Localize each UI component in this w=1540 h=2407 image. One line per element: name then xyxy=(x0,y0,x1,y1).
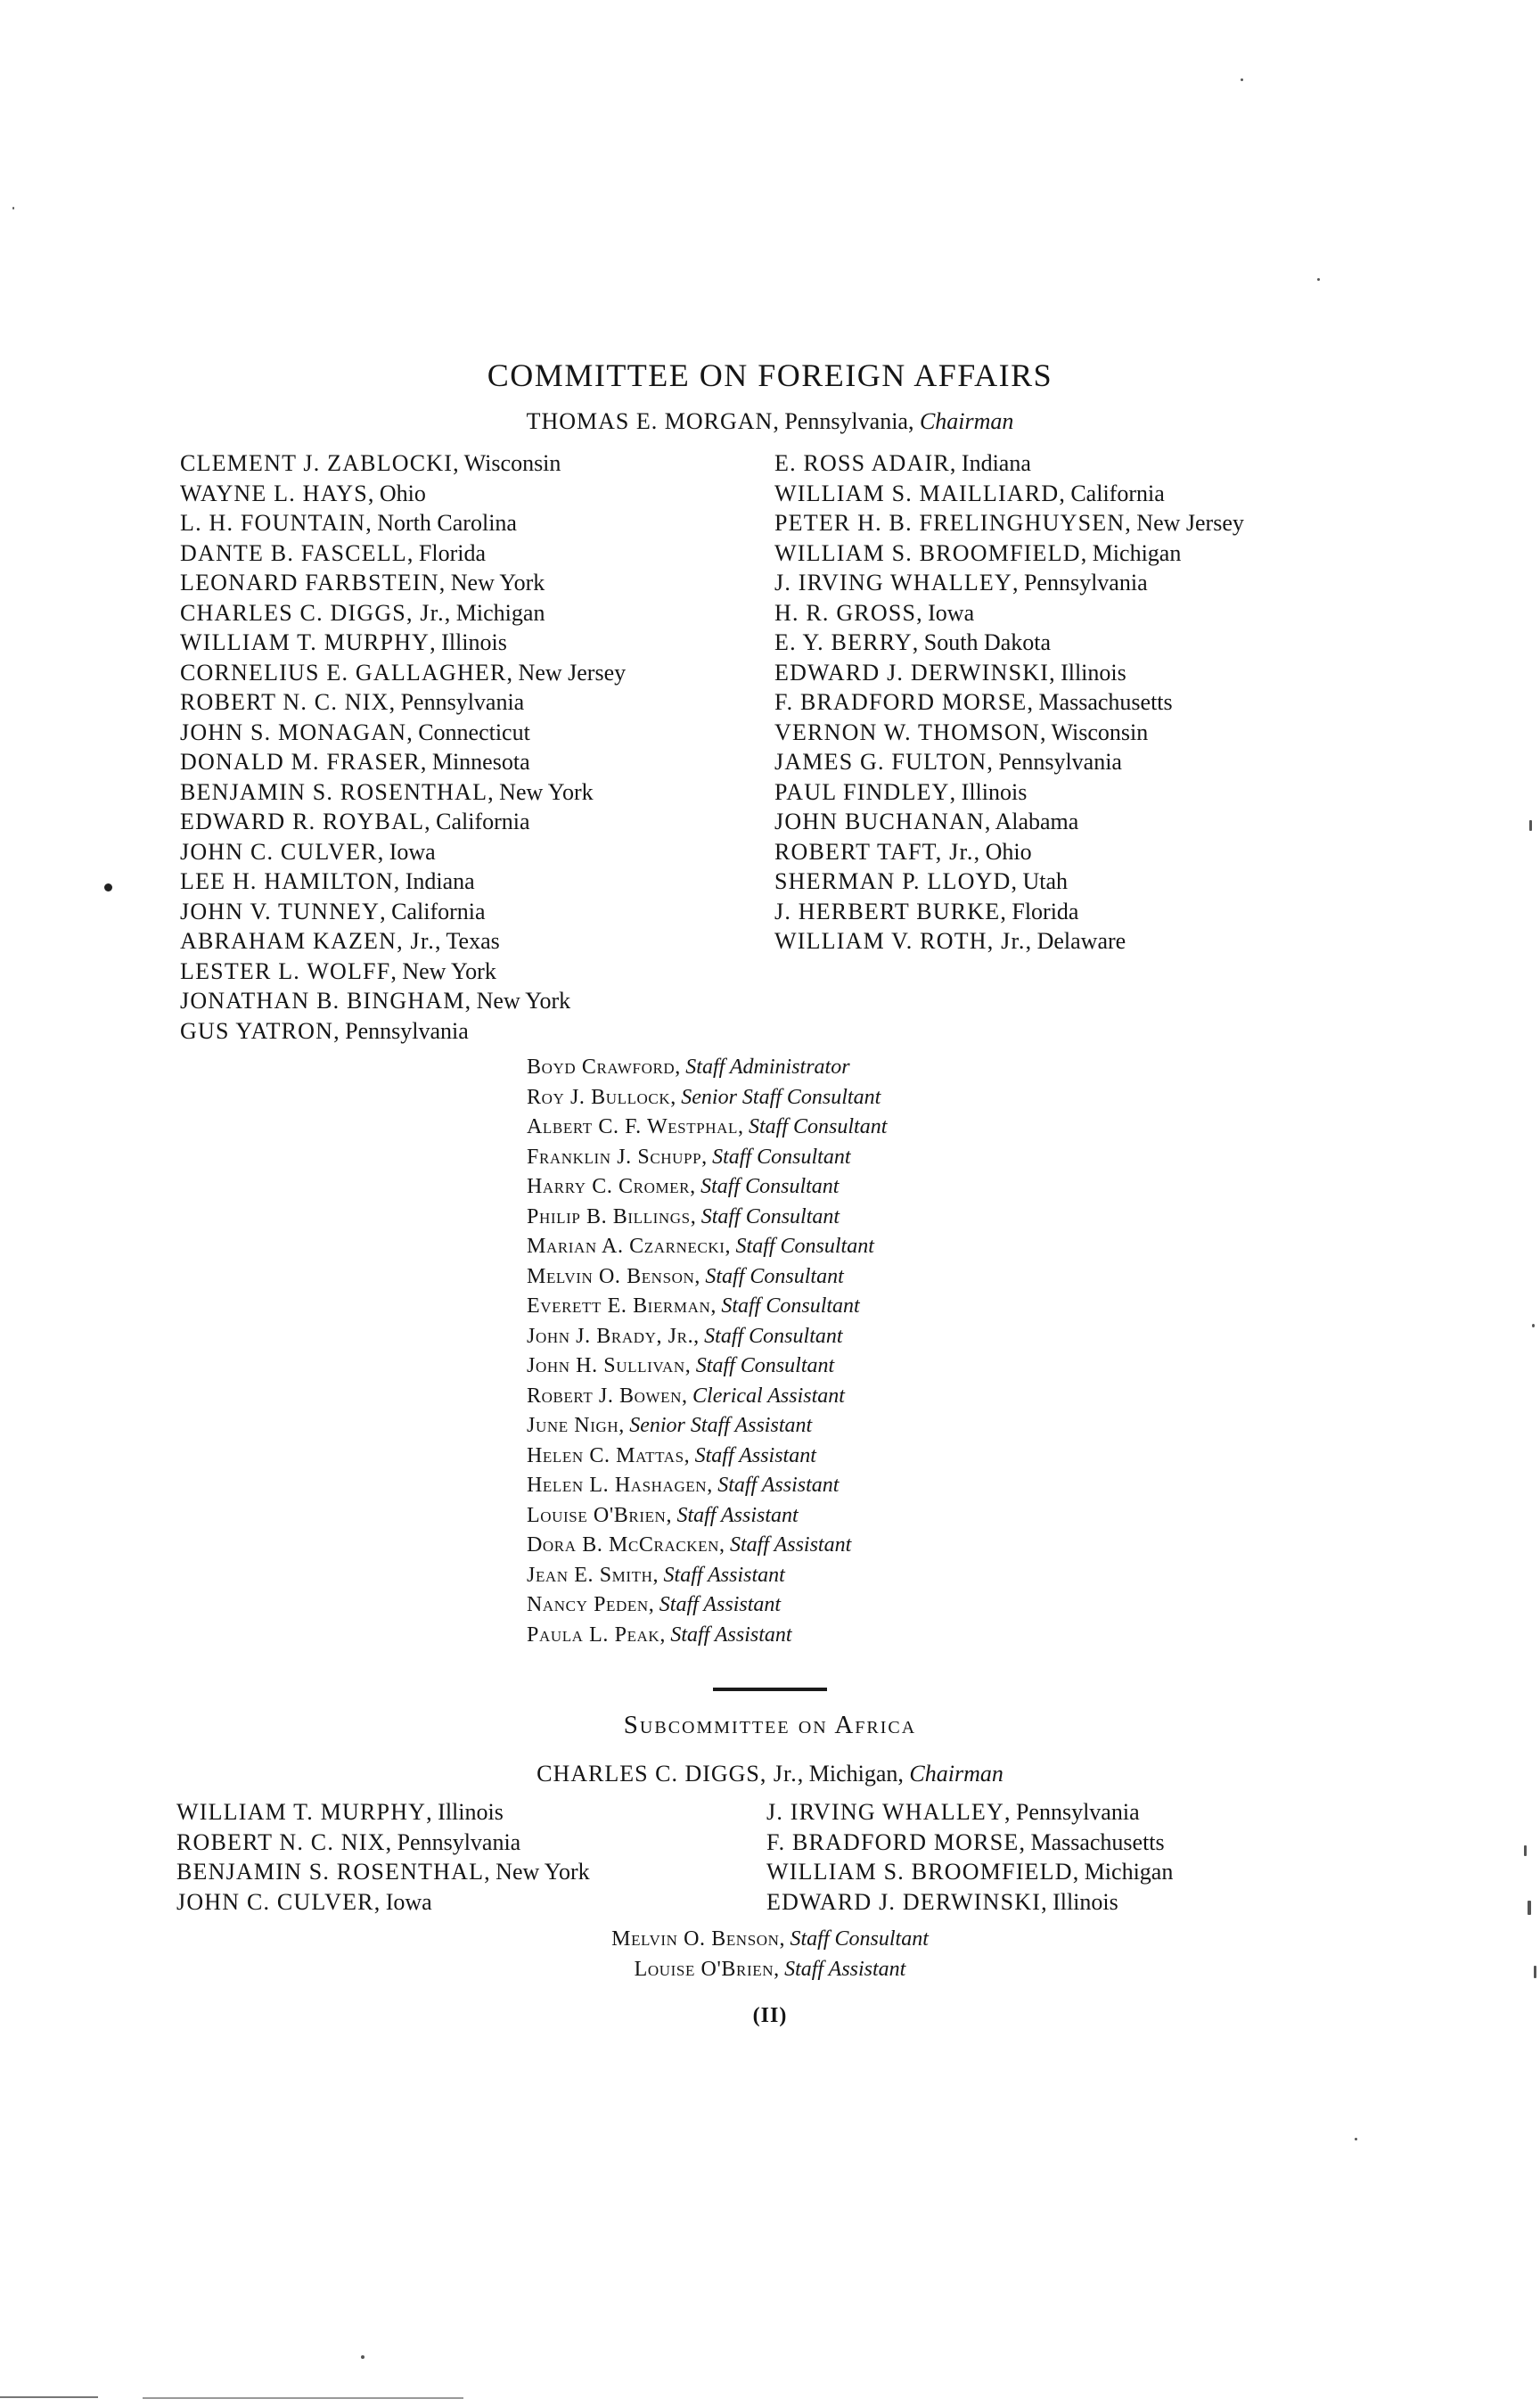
scan-speck xyxy=(1241,78,1243,81)
chairman-role: Chairman xyxy=(919,408,1014,434)
member-row xyxy=(176,1797,590,1828)
member-state: , Wisconsin xyxy=(453,450,561,476)
member-name: JOHN BUCHANAN xyxy=(774,809,985,834)
member-state: , Connecticut xyxy=(406,719,530,745)
member-name: PETER H. B. FRELINGHUYSEN xyxy=(774,510,1126,536)
member-state: , Ohio xyxy=(973,838,1032,865)
member-row xyxy=(180,628,626,658)
member-row xyxy=(774,777,1244,808)
member-name: JOHN S. MONAGAN xyxy=(180,719,407,745)
member-row xyxy=(180,1016,626,1047)
member-row xyxy=(774,897,1244,927)
member-row xyxy=(766,1857,1173,1887)
staff-name: John H. Sullivan xyxy=(527,1354,685,1377)
scan-speck xyxy=(12,207,14,209)
democrat-members-list xyxy=(180,448,626,1046)
member-row xyxy=(766,1797,1173,1828)
member-state: , New York xyxy=(464,988,571,1014)
member-row xyxy=(180,479,626,509)
member-row xyxy=(180,658,626,688)
staff-name: Franklin J. Schupp xyxy=(527,1145,702,1169)
staff-name: Robert J. Bowen xyxy=(527,1384,683,1408)
member-name: SHERMAN P. LLOYD xyxy=(774,868,1012,894)
member-state: , Ohio xyxy=(367,480,426,506)
staff-title: Staff Consultant xyxy=(700,1204,840,1228)
staff-title: Staff Consultant xyxy=(749,1115,888,1138)
member-state: , Illinois xyxy=(1049,659,1126,686)
member-row xyxy=(774,658,1244,688)
member-name: VERNON W. THOMSON xyxy=(774,719,1041,745)
committee-chairman xyxy=(0,408,1540,435)
member-state: , Minnesota xyxy=(420,749,530,775)
staff-title: Staff Assistant xyxy=(670,1622,792,1647)
staff-title: Staff Assistant xyxy=(730,1533,852,1557)
member-name: EDWARD R. ROYBAL xyxy=(180,809,425,834)
staff-name: Louise O'Brien xyxy=(527,1503,667,1527)
member-row xyxy=(774,448,1244,479)
staff-row: Philip B. Billings, Staff Consultant xyxy=(527,1204,840,1228)
member-state: , Iowa xyxy=(373,1888,432,1915)
member-state: , Michigan xyxy=(1072,1859,1174,1885)
member-name: J. IRVING WHALLEY xyxy=(774,570,1012,596)
member-state: , Illinois xyxy=(426,1799,504,1825)
sub-chairman-name: CHARLES C. DIGGS, Jr. xyxy=(537,1761,798,1787)
staff-row: Franklin J. Schupp, Staff Consultant xyxy=(527,1145,851,1169)
member-row xyxy=(176,1828,590,1858)
member-state: , Pennsylvania xyxy=(1003,1799,1140,1825)
member-row xyxy=(176,1857,590,1887)
staff-title: Senior Staff Consultant xyxy=(681,1085,881,1109)
staff-row: Marian A. Czarnecki, Staff Consultant xyxy=(527,1235,874,1258)
member-state: , New York xyxy=(390,957,496,984)
member-name: JOHN V. TUNNEY xyxy=(180,898,381,924)
member-state: , California xyxy=(424,809,530,834)
member-name: L. H. FOUNTAIN xyxy=(180,510,366,536)
committee-title: COMMITTEE ON FOREIGN AFFAIRS xyxy=(487,357,1053,393)
subcommittee-title: Subcommittee on Africa xyxy=(623,1711,917,1739)
member-state: , Pennsylvania xyxy=(1012,570,1148,596)
chairman-state: , Pennsylvania, xyxy=(773,408,920,434)
member-row xyxy=(774,628,1244,658)
member-name: J. HERBERT BURKE xyxy=(774,898,1001,924)
member-name: WILLIAM S. BROOMFIELD xyxy=(766,1859,1073,1885)
member-state: , South Dakota xyxy=(912,629,1052,655)
member-row xyxy=(180,687,626,718)
staff-row: Helen C. Mattas, Staff Assistant xyxy=(527,1443,816,1467)
staff-row: Helen L. Hashagen, Staff Assistant xyxy=(527,1474,840,1497)
staff-name: Everett E. Bierman xyxy=(527,1294,711,1318)
member-state: , New York xyxy=(438,570,545,596)
member-row xyxy=(774,598,1244,628)
member-row xyxy=(180,957,626,987)
member-row xyxy=(774,479,1244,509)
member-name: LEONARD FARBSTEIN xyxy=(180,570,439,596)
member-name: DANTE B. FASCELL xyxy=(180,539,407,566)
scan-speck xyxy=(361,2355,365,2359)
staff-row: Jean E. Smith, Staff Assistant xyxy=(527,1563,785,1587)
member-state: , Massachusetts xyxy=(1027,689,1173,715)
scan-speck xyxy=(1524,1845,1527,1856)
member-state: , North Carolina xyxy=(365,510,517,536)
member-state: , Illinois xyxy=(1041,1888,1118,1915)
member-state: , Pennsylvania xyxy=(385,1828,521,1855)
member-name: H. R. GROSS xyxy=(774,599,917,626)
member-state: , Pennsylvania xyxy=(987,749,1122,775)
staff-title: Staff Consultant xyxy=(705,1264,844,1288)
member-row xyxy=(180,807,626,837)
staff-title: Staff Consultant xyxy=(695,1354,835,1377)
staff-title: Staff Assistant xyxy=(717,1474,840,1497)
member-name: PAUL FINDLEY xyxy=(774,778,950,805)
member-row xyxy=(774,568,1244,598)
member-row xyxy=(180,867,626,897)
member-name: EDWARD J. DERWINSKI xyxy=(766,1888,1042,1915)
member-state: , Illinois xyxy=(949,778,1028,805)
member-state: , Alabama xyxy=(984,809,1079,834)
member-row xyxy=(766,1828,1173,1858)
sub-chairman-state: , Michigan, xyxy=(797,1761,910,1787)
member-row xyxy=(774,747,1244,777)
member-state: , California xyxy=(380,898,486,924)
member-row xyxy=(766,1887,1173,1918)
staff-row: Roy J. Bullock, Senior Staff Consultant xyxy=(527,1085,881,1109)
scan-speck xyxy=(0,2396,98,2398)
subcommittee-democrat-list xyxy=(176,1797,590,1917)
member-state: , Texas xyxy=(434,928,500,954)
republican-members-list xyxy=(774,448,1244,957)
member-state: , New Jersey xyxy=(1125,510,1244,536)
member-name: F. BRADFORD MORSE xyxy=(774,689,1028,715)
member-name: CHARLES C. DIGGS, Jr. xyxy=(180,599,445,626)
member-row xyxy=(180,837,626,867)
scan-speck xyxy=(1532,1324,1535,1327)
staff-name: June Nigh xyxy=(527,1414,619,1437)
subcommittee-republican-list xyxy=(766,1797,1173,1917)
staff-name: Harry C. Cromer xyxy=(527,1175,691,1198)
member-row xyxy=(774,538,1244,569)
staff-name: Helen C. Mattas xyxy=(527,1443,684,1467)
chairman-name: THOMAS E. MORGAN xyxy=(526,408,774,434)
staff-name: Roy J. Bullock xyxy=(527,1085,671,1109)
member-row xyxy=(774,867,1244,897)
staff-row: Robert J. Bowen, Clerical Assistant xyxy=(527,1384,845,1408)
committee-staff-list xyxy=(527,1053,887,1650)
staff-name: Dora B. McCracken xyxy=(527,1533,720,1557)
member-name: DONALD M. FRASER xyxy=(180,749,421,775)
member-name: WILLIAM V. ROTH, Jr. xyxy=(774,928,1026,954)
staff-name: Melvin O. Benson xyxy=(611,1927,780,1951)
staff-row: Nancy Peden, Staff Assistant xyxy=(527,1593,782,1616)
staff-row: John J. Brady, Jr., Staff Consultant xyxy=(527,1324,843,1348)
staff-title: Staff Consultant xyxy=(704,1324,843,1348)
staff-name: Helen L. Hashagen xyxy=(527,1474,708,1497)
member-name: BENJAMIN S. ROSENTHAL xyxy=(176,1859,485,1885)
staff-title: Clerical Assistant xyxy=(692,1384,845,1408)
member-row xyxy=(180,986,626,1016)
member-row xyxy=(774,718,1244,748)
member-name: ROBERT N. C. NIX xyxy=(180,689,389,715)
member-name: GUS YATRON xyxy=(180,1017,334,1044)
staff-row: June Nigh, Senior Staff Assistant xyxy=(527,1414,813,1437)
staff-name: Paula L. Peak xyxy=(527,1622,660,1647)
staff-row: Paula L. Peak, Staff Assistant xyxy=(527,1622,792,1647)
member-name: JOHN C. CULVER xyxy=(180,838,378,865)
staff-name: John J. Brady, Jr. xyxy=(527,1324,694,1348)
member-state: , Iowa xyxy=(916,599,975,626)
staff-title: Staff Consultant xyxy=(712,1145,851,1169)
staff-name: Louise O'Brien xyxy=(634,1957,774,1981)
member-state: , Florida xyxy=(1000,898,1079,924)
scan-speck xyxy=(1529,820,1532,831)
member-state: , New Jersey xyxy=(506,659,627,686)
member-name: JONATHAN B. BINGHAM xyxy=(180,988,465,1014)
member-name: CLEMENT J. ZABLOCKI xyxy=(180,450,454,476)
staff-row: Melvin O. Benson, Staff Consultant xyxy=(611,1927,929,1951)
member-name: ROBERT N. C. NIX xyxy=(176,1828,386,1855)
member-state: , Florida xyxy=(406,539,486,566)
scan-speck xyxy=(1317,278,1320,281)
scan-speck xyxy=(104,883,112,891)
staff-row: Louise O'Brien, Staff Assistant xyxy=(527,1503,799,1527)
staff-title: Staff Assistant xyxy=(659,1593,782,1616)
page-number: (II) xyxy=(752,2004,788,2027)
subcommittee-staff-list xyxy=(0,1925,1540,1984)
member-name: BENJAMIN S. ROSENTHAL xyxy=(180,778,488,805)
staff-name: Marian A. Czarnecki xyxy=(527,1235,725,1258)
member-state: , Utah xyxy=(1011,868,1069,894)
member-state: , Indiana xyxy=(949,450,1031,476)
member-state: , Michigan xyxy=(444,599,545,626)
member-row xyxy=(176,1887,590,1918)
member-row xyxy=(774,837,1244,867)
member-name: CORNELIUS E. GALLAGHER xyxy=(180,659,507,686)
member-name: WAYNE L. HAYS xyxy=(180,480,368,506)
staff-title: Staff Assistant xyxy=(784,1957,906,1981)
member-name: JAMES G. FULTON xyxy=(774,749,987,775)
member-name: WILLIAM T. MURPHY xyxy=(180,629,430,655)
staff-title: Staff Consultant xyxy=(790,1927,929,1951)
member-row xyxy=(180,718,626,748)
member-state: , Illinois xyxy=(430,629,507,655)
staff-row: John H. Sullivan, Staff Consultant xyxy=(527,1354,835,1377)
member-state: , New York xyxy=(484,1859,590,1885)
member-state: , Michigan xyxy=(1080,539,1182,566)
staff-title: Staff Consultant xyxy=(700,1175,840,1198)
staff-title: Staff Assistant xyxy=(663,1563,785,1587)
staff-row: Dora B. McCracken, Staff Assistant xyxy=(527,1533,852,1557)
member-row xyxy=(180,508,626,538)
staff-name: Jean E. Smith xyxy=(527,1563,653,1587)
scan-speck xyxy=(1534,1966,1536,1978)
sub-chairman-role: Chairman xyxy=(909,1761,1003,1787)
member-name: LEE H. HAMILTON xyxy=(180,868,394,894)
member-name: WILLIAM S. MAILLIARD xyxy=(774,480,1060,506)
member-row xyxy=(180,897,626,927)
staff-name: Boyd Crawford xyxy=(527,1056,676,1079)
member-state: , Pennsylvania xyxy=(333,1017,469,1044)
staff-title: Staff Assistant xyxy=(676,1503,799,1527)
member-row xyxy=(774,807,1244,837)
staff-row: Everett E. Bierman, Staff Consultant xyxy=(527,1294,860,1318)
member-row xyxy=(180,777,626,808)
member-row xyxy=(180,448,626,479)
staff-row: Harry C. Cromer, Staff Consultant xyxy=(527,1175,840,1198)
staff-title: Staff Consultant xyxy=(721,1294,860,1318)
staff-row: Melvin O. Benson, Staff Consultant xyxy=(527,1264,844,1288)
member-row xyxy=(180,747,626,777)
staff-name: Melvin O. Benson xyxy=(527,1264,695,1288)
member-state: , Wisconsin xyxy=(1040,719,1149,745)
member-row xyxy=(180,568,626,598)
staff-title: Senior Staff Assistant xyxy=(629,1414,813,1437)
member-state: , Indiana xyxy=(393,868,475,894)
staff-row: Boyd Crawford, Staff Administrator xyxy=(527,1056,850,1079)
member-state: , Massachusetts xyxy=(1019,1828,1165,1855)
member-row xyxy=(180,926,626,957)
member-name: ROBERT TAFT, Jr. xyxy=(774,838,974,865)
member-row xyxy=(180,598,626,628)
staff-row: Louise O'Brien, Staff Assistant xyxy=(634,1957,906,1981)
member-name: WILLIAM T. MURPHY xyxy=(176,1799,427,1825)
scan-speck xyxy=(143,2397,463,2399)
member-state: , Delaware xyxy=(1025,928,1126,954)
member-name: E. ROSS ADAIR xyxy=(774,450,950,476)
member-state: , New York xyxy=(487,778,594,805)
member-name: ABRAHAM KAZEN, Jr. xyxy=(180,928,435,954)
member-name: LESTER L. WOLFF xyxy=(180,957,391,984)
member-row xyxy=(180,538,626,569)
member-name: E. Y. BERRY xyxy=(774,629,913,655)
member-state: , Iowa xyxy=(377,838,436,865)
scan-speck xyxy=(1528,1901,1531,1915)
member-name: J. IRVING WHALLEY xyxy=(766,1799,1004,1825)
member-name: WILLIAM S. BROOMFIELD xyxy=(774,539,1081,566)
member-row xyxy=(774,926,1244,957)
staff-name: Albert C. F. Westphal xyxy=(527,1115,739,1138)
staff-name: Nancy Peden xyxy=(527,1593,649,1616)
member-state: , Pennsylvania xyxy=(389,689,525,715)
staff-title: Staff Assistant xyxy=(694,1443,816,1467)
member-name: F. BRADFORD MORSE xyxy=(766,1828,1020,1855)
staff-row: Albert C. F. Westphal, Staff Consultant xyxy=(527,1115,888,1138)
section-divider xyxy=(713,1688,827,1691)
scan-speck xyxy=(1355,2138,1357,2140)
member-state: , California xyxy=(1059,480,1165,506)
member-name: EDWARD J. DERWINSKI xyxy=(774,659,1050,686)
staff-title: Staff Consultant xyxy=(735,1235,874,1258)
staff-title: Staff Administrator xyxy=(685,1056,850,1079)
member-row xyxy=(774,508,1244,538)
staff-name: Philip B. Billings xyxy=(527,1204,691,1228)
member-name: JOHN C. CULVER xyxy=(176,1888,374,1915)
subcommittee-chairman xyxy=(0,1761,1540,1787)
member-row xyxy=(774,687,1244,718)
